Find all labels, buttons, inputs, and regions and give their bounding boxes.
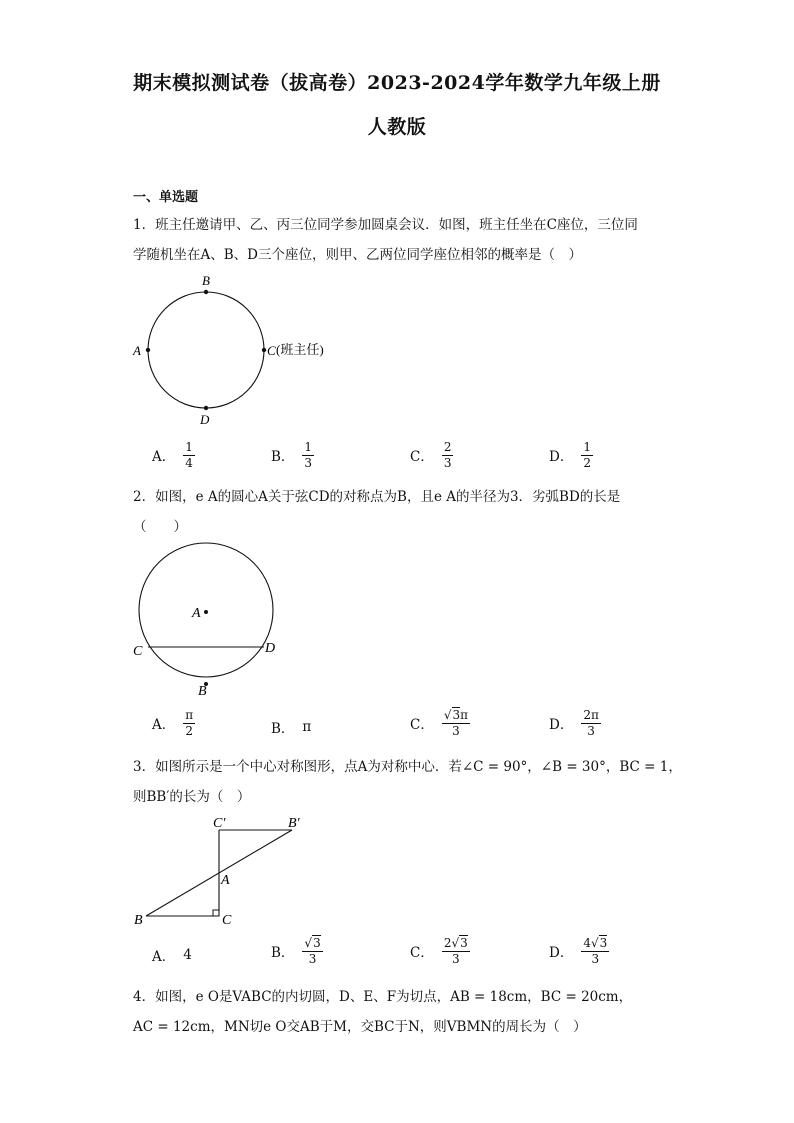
- q1-text-line1: 1．班主任邀请甲、乙、丙三位同学参加圆桌会议．如图，班主任坐在C座位，三位同: [133, 217, 638, 233]
- fraction: $\frac{1}{3}$: [304, 440, 313, 470]
- fraction: $\frac{2√3}{3}$: [443, 936, 468, 966]
- label-head-teacher: (班主任): [276, 342, 324, 357]
- option-letter: B．: [271, 945, 295, 962]
- q1-option-c[interactable]: [410, 441, 453, 469]
- option-letter: A．: [152, 449, 176, 466]
- point-d: [204, 406, 208, 410]
- label-b: B: [202, 273, 210, 288]
- label-c: C: [133, 644, 143, 659]
- option-letter: C．: [410, 717, 434, 734]
- option-letter: C．: [410, 449, 434, 466]
- q3-option-b[interactable]: [271, 937, 323, 965]
- page-subtitle: 人教版: [367, 116, 427, 138]
- center-a: [204, 610, 208, 614]
- fraction: $\frac{√3}{3}$: [304, 936, 321, 966]
- q2-circle-figure: [128, 540, 288, 700]
- option-letter: D．: [549, 449, 574, 466]
- q1-text-line2: 学随机坐在A、B、D三个座位，则甲、乙两位同学座位相邻的概率是（ ）: [133, 247, 582, 263]
- q2-option-a[interactable]: [152, 709, 195, 737]
- label-a: A: [192, 606, 201, 621]
- fraction: $\frac{1}{2}$: [583, 440, 591, 470]
- q2-text-line1: 2．如图，e A的圆心A关于弦CD的对称点为B，且e A的半径为3．劣弧BD的长是: [133, 489, 621, 505]
- q4-text-line1: 4．如图，e O是VABC的内切圆，D、E、F为切点，AB = 18cm，BC = 20cm，: [133, 989, 633, 1005]
- right-angle-mark: [213, 910, 219, 916]
- option-value: π: [302, 719, 312, 735]
- option-letter: C．: [410, 945, 434, 962]
- q3-option-d[interactable]: [549, 937, 609, 965]
- label-a: A: [221, 873, 230, 888]
- q2-option-c[interactable]: [410, 709, 470, 737]
- q1-circle-figure: [128, 270, 348, 432]
- q1-circle: [148, 292, 264, 408]
- fraction: $\frac{2\pi}{3}$: [583, 708, 599, 738]
- q2-option-b[interactable]: [271, 717, 311, 737]
- label-d: D: [265, 641, 276, 656]
- q4-text-line2: AC = 12cm，MN切e O交AB于M，交BC于N，则VBMN的周长为（ ）: [133, 1019, 587, 1035]
- page-title: 期末模拟测试卷（拔高卷）2023-2024学年数学九年级上册: [133, 72, 661, 94]
- point-b: [204, 290, 208, 294]
- label-c: C: [267, 343, 276, 358]
- point-a: [146, 348, 150, 352]
- fraction: $\frac{√3\pi}{3}$: [443, 708, 469, 738]
- label-b: B: [198, 684, 207, 699]
- option-value: 4: [183, 947, 192, 963]
- q2-option-d[interactable]: [549, 709, 601, 737]
- label-a: A: [133, 343, 141, 358]
- label-b: B: [134, 913, 143, 928]
- point-c: [262, 348, 266, 352]
- q1-option-d[interactable]: [549, 441, 593, 469]
- label-d: D: [200, 412, 210, 427]
- q1-option-a[interactable]: [152, 441, 195, 469]
- q3-text-line2: 则BB′的长为（ ）: [133, 789, 251, 805]
- q3-text-line1: 3．如图所示是一个中心对称图形，点A为对称中心．若∠C = 90°，∠B = 30°，BC = 1，: [133, 759, 682, 775]
- option-letter: A．: [152, 717, 176, 734]
- option-letter: B．: [271, 721, 295, 737]
- label-c: C: [222, 913, 232, 928]
- label-c-prime: C′: [213, 816, 226, 831]
- q2-text-line2: （ ）: [133, 519, 187, 535]
- q3-triangle-figure: [128, 812, 318, 934]
- option-letter: A．: [152, 949, 176, 965]
- option-letter: B．: [271, 449, 295, 466]
- q1-option-b[interactable]: [271, 441, 314, 469]
- label-b-prime: B′: [288, 816, 300, 831]
- section-heading: 一、单选题: [133, 190, 199, 205]
- q3-option-a[interactable]: [152, 945, 192, 965]
- fraction: $\frac{1}{4}$: [185, 440, 193, 470]
- fraction: $\frac{2}{3}$: [443, 440, 452, 470]
- q3-option-c[interactable]: [410, 937, 470, 965]
- option-letter: D．: [549, 945, 574, 962]
- fraction: $\frac{\pi}{2}$: [185, 708, 194, 738]
- fraction: $\frac{4√3}{3}$: [583, 936, 608, 966]
- option-letter: D．: [549, 717, 574, 734]
